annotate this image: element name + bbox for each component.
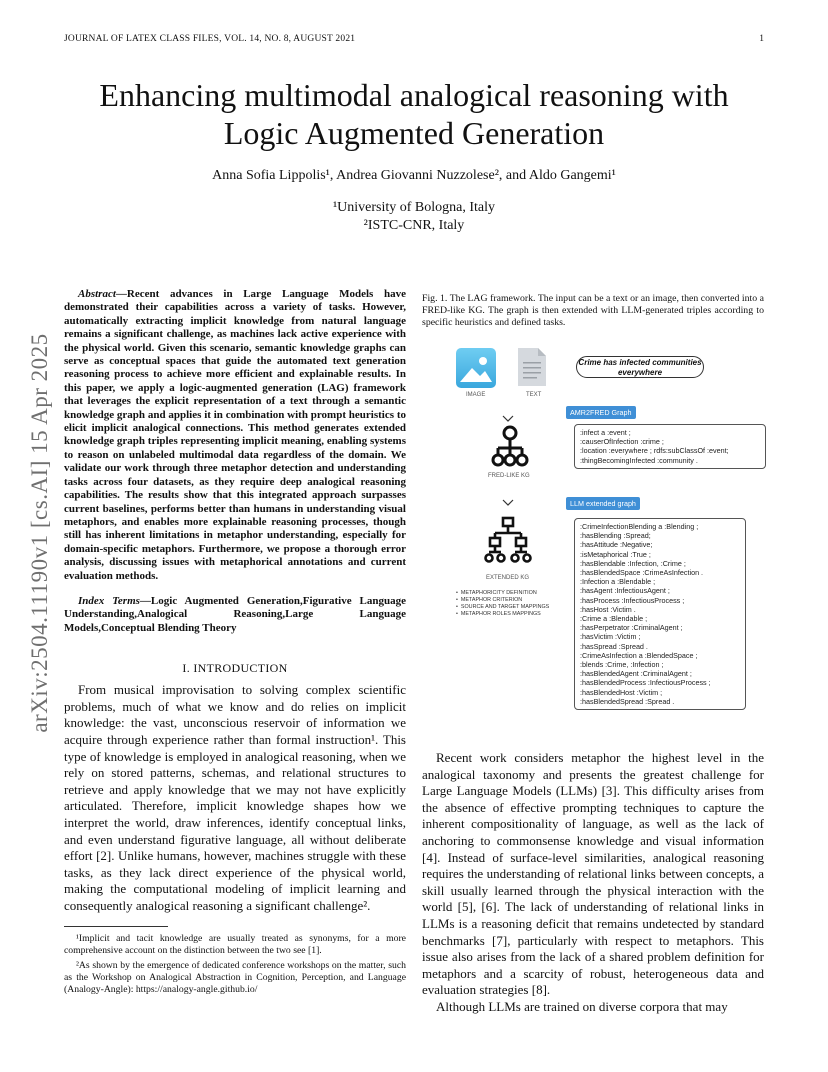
image-label: IMAGE — [466, 392, 486, 398]
triple: :hasAgent :InfectiousAgent ; — [580, 586, 670, 596]
triple: :hasBlendedAgent :CriminalAgent ; — [580, 669, 692, 679]
input-sentence: Crime has infected communities everywhere — [576, 356, 704, 378]
triple: :hasBlendedHost :Victim ; — [580, 687, 663, 697]
index-text: —Logic Augmented Generation,Figurative Language Understanding,Analogical Reasoning,Large Language Models,Conceptual Blending Theory — [64, 594, 406, 634]
triple: :isMetaphorical :True ; — [580, 549, 651, 559]
triple: :hasBlendedSpace :CrimeAsInfection . — [580, 568, 704, 578]
title-line-1: Enhancing multimodal analogical reasoning with — [99, 77, 729, 113]
extended-graph-icon — [484, 516, 532, 573]
right-paragraph-1: Recent work considers metaphor the highest level in the analogical taxonomy and presents the greatest challenge for Large Language Models (LLMs) [3]. This difficulty arises from the absence of effective prompting techniques to capture the inherent compositionality of language, as well as the lack of anchoring to commonsense knowledge and visual information [4]. Instead of surface-level similarities, analogical reasoning requires the understanding of relational links between concepts, a skill usually learned through the physical interaction with the world [5], [6]. The lack of understanding of relational links in LLMs is a reasoning deficit that remains undetected by standard benchmarks [7], particularly with respect to metaphors. This issue also arises from the lack of a shared problem definition for metaphors and a scarcity of robust, heterogeneous data and evaluation strategies [8]. — [422, 750, 764, 998]
extended-kg-label: EXTENDED KG — [486, 575, 530, 581]
affiliation-2: ²ISTC-CNR, Italy — [363, 218, 465, 233]
triple: :thingBecomingInfected :community . — [580, 455, 698, 465]
figure-caption: Fig. 1. The LAG framework. The input can be a text or an image, then converted into a FRED-like KG. The graph is then extended with LLM-generated triples according to specific heuristics and defined tasks. — [422, 293, 764, 329]
triple: :CrimeAsInfection a :BlendedSpace ; — [580, 650, 698, 660]
index-label: Index Terms — [78, 594, 140, 607]
fred-triples-box — [574, 424, 766, 469]
list-item: • METAPHOR CRITERION — [456, 597, 523, 603]
triple: :blends :Crime, :Infection ; — [580, 660, 664, 670]
triple: :hasSpread :Spread . — [580, 641, 648, 651]
knowledge-graph-icon — [488, 424, 532, 475]
triple: :CrimeInfectionBlending a :Blending ; — [580, 522, 699, 531]
abstract-label: Abstract — [78, 288, 116, 300]
triple: :Infection a :Blendable ; — [580, 577, 656, 587]
footnote-2: ²As shown by the emergence of dedicated conference workshops on the matter, such as the Workshop on Analogical Abstraction in Cognition, Perception, and Language (Analogy-Angle): https://analogy-angle.github.io/ — [64, 960, 406, 995]
footnote-rule — [64, 926, 168, 927]
page-number: 1 — [759, 34, 764, 44]
llm-triples-box — [574, 518, 746, 710]
list-item: • METAPHORICITY DEFINITION — [456, 590, 537, 596]
section-heading: I. INTRODUCTION — [182, 661, 288, 676]
right-column-body — [422, 750, 764, 1016]
arxiv-watermark: arXiv:2504.11190v1 [cs.AI] 15 Apr 2025 — [27, 333, 52, 733]
triple: :infect a :event ; — [580, 428, 631, 437]
text-document-icon — [518, 348, 546, 386]
authors: Anna Sofia Lippolis¹, Andrea Giovanni Nuzzolese², and Aldo Gangemi¹ — [212, 168, 616, 183]
paper-title — [40, 76, 788, 152]
list-item: • SOURCE AND TARGET MAPPINGS — [456, 604, 550, 610]
list-item: • METAPHOR ROLES MAPPINGS — [456, 611, 541, 617]
fred-kg-label: FRED-LIKE KG — [488, 473, 530, 479]
index-terms — [64, 595, 406, 635]
lag-framework-figure — [448, 344, 788, 706]
triple: :hasBlendedSpread :Spread . — [580, 696, 675, 706]
intro-paragraph: From musical improvisation to solving complex scientific problems, much of what we know and do relies on implicit knowledge: the vast, unconscious reservoir of information we acquire through experience rather than formal instruction¹. This type of knowledge is employed in analogical reasoning, when we rely on stored patterns, schemas, and relational structures to retrieve and apply knowledge that we may not have explicitly articulated. Therefore, implicit knowledge shapes how we interpret the world, draw inferences, identify conceptual links, and even understand figurative language, all without deliberate effort [2]. Unlike humans, however, machines struggle with these tasks, as they lack direct experience of the physical world, making the computational modeling of implicit learning and consequently analogical reasoning a significant challenge². — [64, 682, 406, 913]
footnote-1: ¹Implicit and tacit knowledge are usually treated as synonyms, for a more comprehensive account on the distinction between the two see [1]. — [64, 933, 406, 957]
triple: :hasBlendedProcess :InfectiousProcess ; — [580, 678, 711, 688]
right-column-top — [422, 293, 764, 330]
llm-extended-tag: LLM extended graph — [566, 497, 640, 510]
text-label: TEXT — [526, 392, 542, 398]
triple: :Crime a :Blendable ; — [580, 614, 648, 624]
triple: :causerOfInfection :crime ; — [580, 437, 664, 447]
image-icon — [456, 348, 496, 388]
title-line-2: Logic Augmented Generation — [223, 115, 605, 151]
triple: :hasBlending :Spread; — [580, 531, 651, 541]
heuristics-list — [456, 590, 549, 618]
right-paragraph-2: Although LLMs are trained on diverse corpora that may — [436, 998, 728, 1014]
triple: :hasProcess :InfectiousProcess ; — [580, 595, 685, 605]
left-column — [64, 288, 406, 995]
triple: :hasHost :Victim . — [580, 604, 636, 614]
triple: :hasVictim :Victim ; — [580, 632, 641, 642]
abstract — [64, 288, 406, 583]
triple: :hasAttitude :Negative; — [580, 540, 653, 550]
triple: :location :everywhere ; rdfs:subClassOf :event; — [580, 446, 729, 456]
affiliation-1: ¹University of Bologna, Italy — [332, 200, 496, 215]
chevron-down-icon — [502, 494, 514, 512]
triple: :hasBlendable :Infection, :Crime ; — [580, 558, 686, 568]
amr2fred-tag: AMR2FRED Graph — [566, 406, 636, 419]
abstract-text: —Recent advances in Large Language Models have demonstrated their capabilities across a variety of tasks. However, automatically extracting implicit knowledge from natural language remains a significant challenge, as machines lack active experience with the physical world. Given this scenario, semantic knowledge graphs can serve as conceptual spaces that guide the automated text generation reasoning process to achieve more efficient and explainable results. In this paper, we apply a logic-augmented generation (LAG) framework that leverages the explicit representation of a text through a semantic knowledge graph and applies it in combination with prompt heuristics to elicit implicit analogical connections. This method generates extended knowledge graph triples representing implicit meaning, enabling systems to reason on unlabeled multimodal data regardless of the domain. We validate our work through three metaphor detection and understanding tasks across four datasets, as they require deep analogical reasoning capabilities. The results show that this integrated approach surpasses current baselines, performs better than humans in understanding visual metaphors, and enables more explainable reasoning processes, though still has inherent limitations in metaphor understanding, especially for domain-specific metaphors. Furthermore, we propose a thorough error analysis, discussing issues with metaphorical annotations and current evaluation methods. — [64, 288, 406, 582]
running-header: JOURNAL OF LATEX CLASS FILES, VOL. 14, NO. 8, AUGUST 2021 — [64, 34, 356, 44]
triple: :hasPerpetrator :CriminalAgent ; — [580, 623, 683, 633]
